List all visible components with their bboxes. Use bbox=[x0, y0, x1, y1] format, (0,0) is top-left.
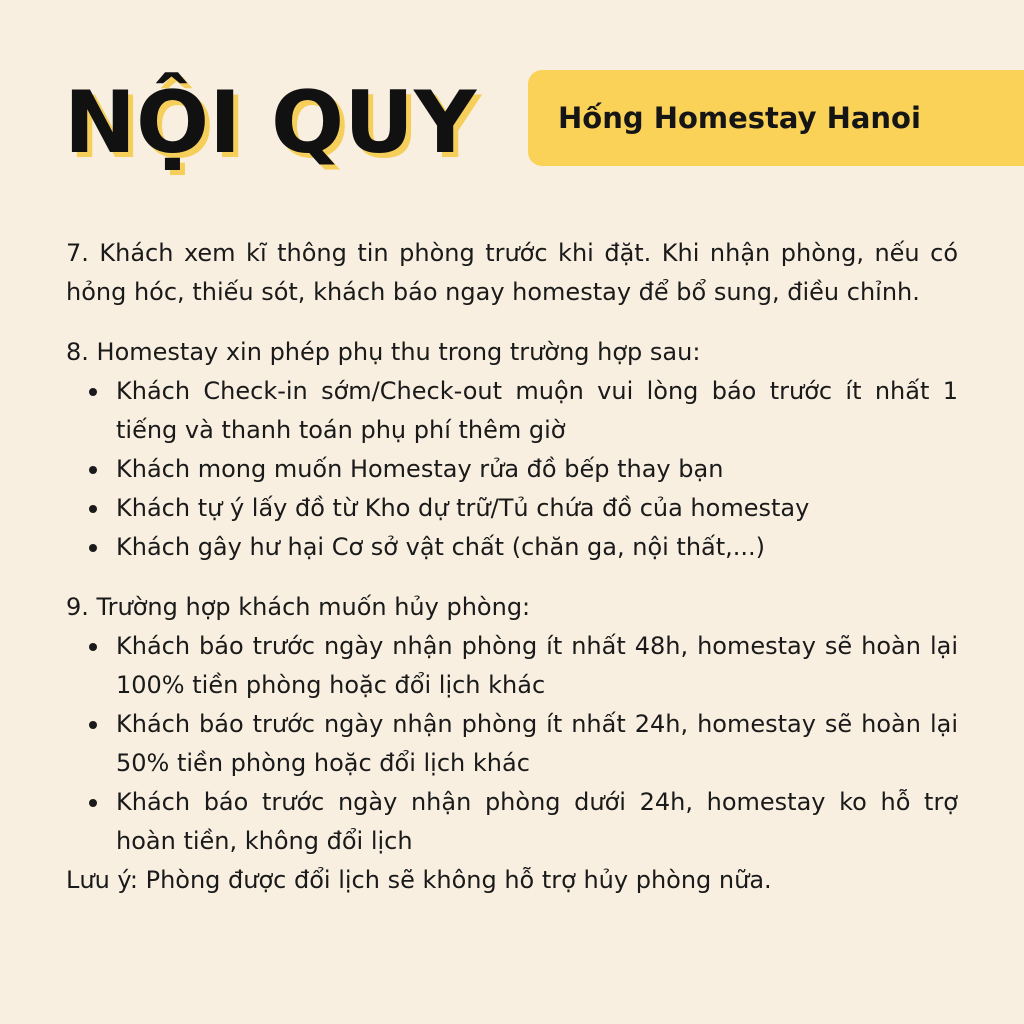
list-item: Khách Check-in sớm/Check-out muộn vui lòng báo trước ít nhất 1 tiếng và thanh toán phụ phí thêm giờ bbox=[116, 372, 958, 450]
page-title: NỘI QUY bbox=[64, 73, 477, 173]
list-item: Khách báo trước ngày nhận phòng dưới 24h, homestay ko hỗ trợ hoàn tiền, không đổi lịch bbox=[116, 783, 958, 861]
rule-8-heading: 8. Homestay xin phép phụ thu trong trường hợp sau: bbox=[66, 338, 701, 366]
homestay-name-badge bbox=[528, 70, 1024, 166]
list-item: Khách mong muốn Homestay rửa đồ bếp thay bạn bbox=[116, 450, 958, 489]
list-item: Khách gây hư hại Cơ sở vật chất (chăn ga, nội thất,...) bbox=[116, 528, 958, 567]
list-item: Khách báo trước ngày nhận phòng ít nhất 24h, homestay sẽ hoàn lại 50% tiền phòng hoặc đổi lịch khác bbox=[116, 705, 958, 783]
list-item: Khách báo trước ngày nhận phòng ít nhất 48h, homestay sẽ hoàn lại 100% tiền phòng hoặc đổi lịch khác bbox=[116, 627, 958, 705]
rule-7: 7. Khách xem kĩ thông tin phòng trước khi đặt. Khi nhận phòng, nếu có hỏng hóc, thiếu sót, khách báo ngay homestay để bổ sung, điều chỉnh. bbox=[66, 239, 958, 306]
rule-9-heading: 9. Trường hợp khách muốn hủy phòng: bbox=[66, 593, 531, 621]
homestay-name: Hống Homestay Hanoi bbox=[558, 101, 921, 135]
rule-8-list bbox=[66, 372, 958, 567]
rules-content bbox=[66, 234, 958, 900]
list-item: Khách tự ý lấy đồ từ Kho dự trữ/Tủ chứa đồ của homestay bbox=[116, 489, 958, 528]
rule-9-list bbox=[66, 627, 958, 861]
cancellation-note: Lưu ý: Phòng được đổi lịch sẽ không hỗ trợ hủy phòng nữa. bbox=[66, 866, 772, 894]
